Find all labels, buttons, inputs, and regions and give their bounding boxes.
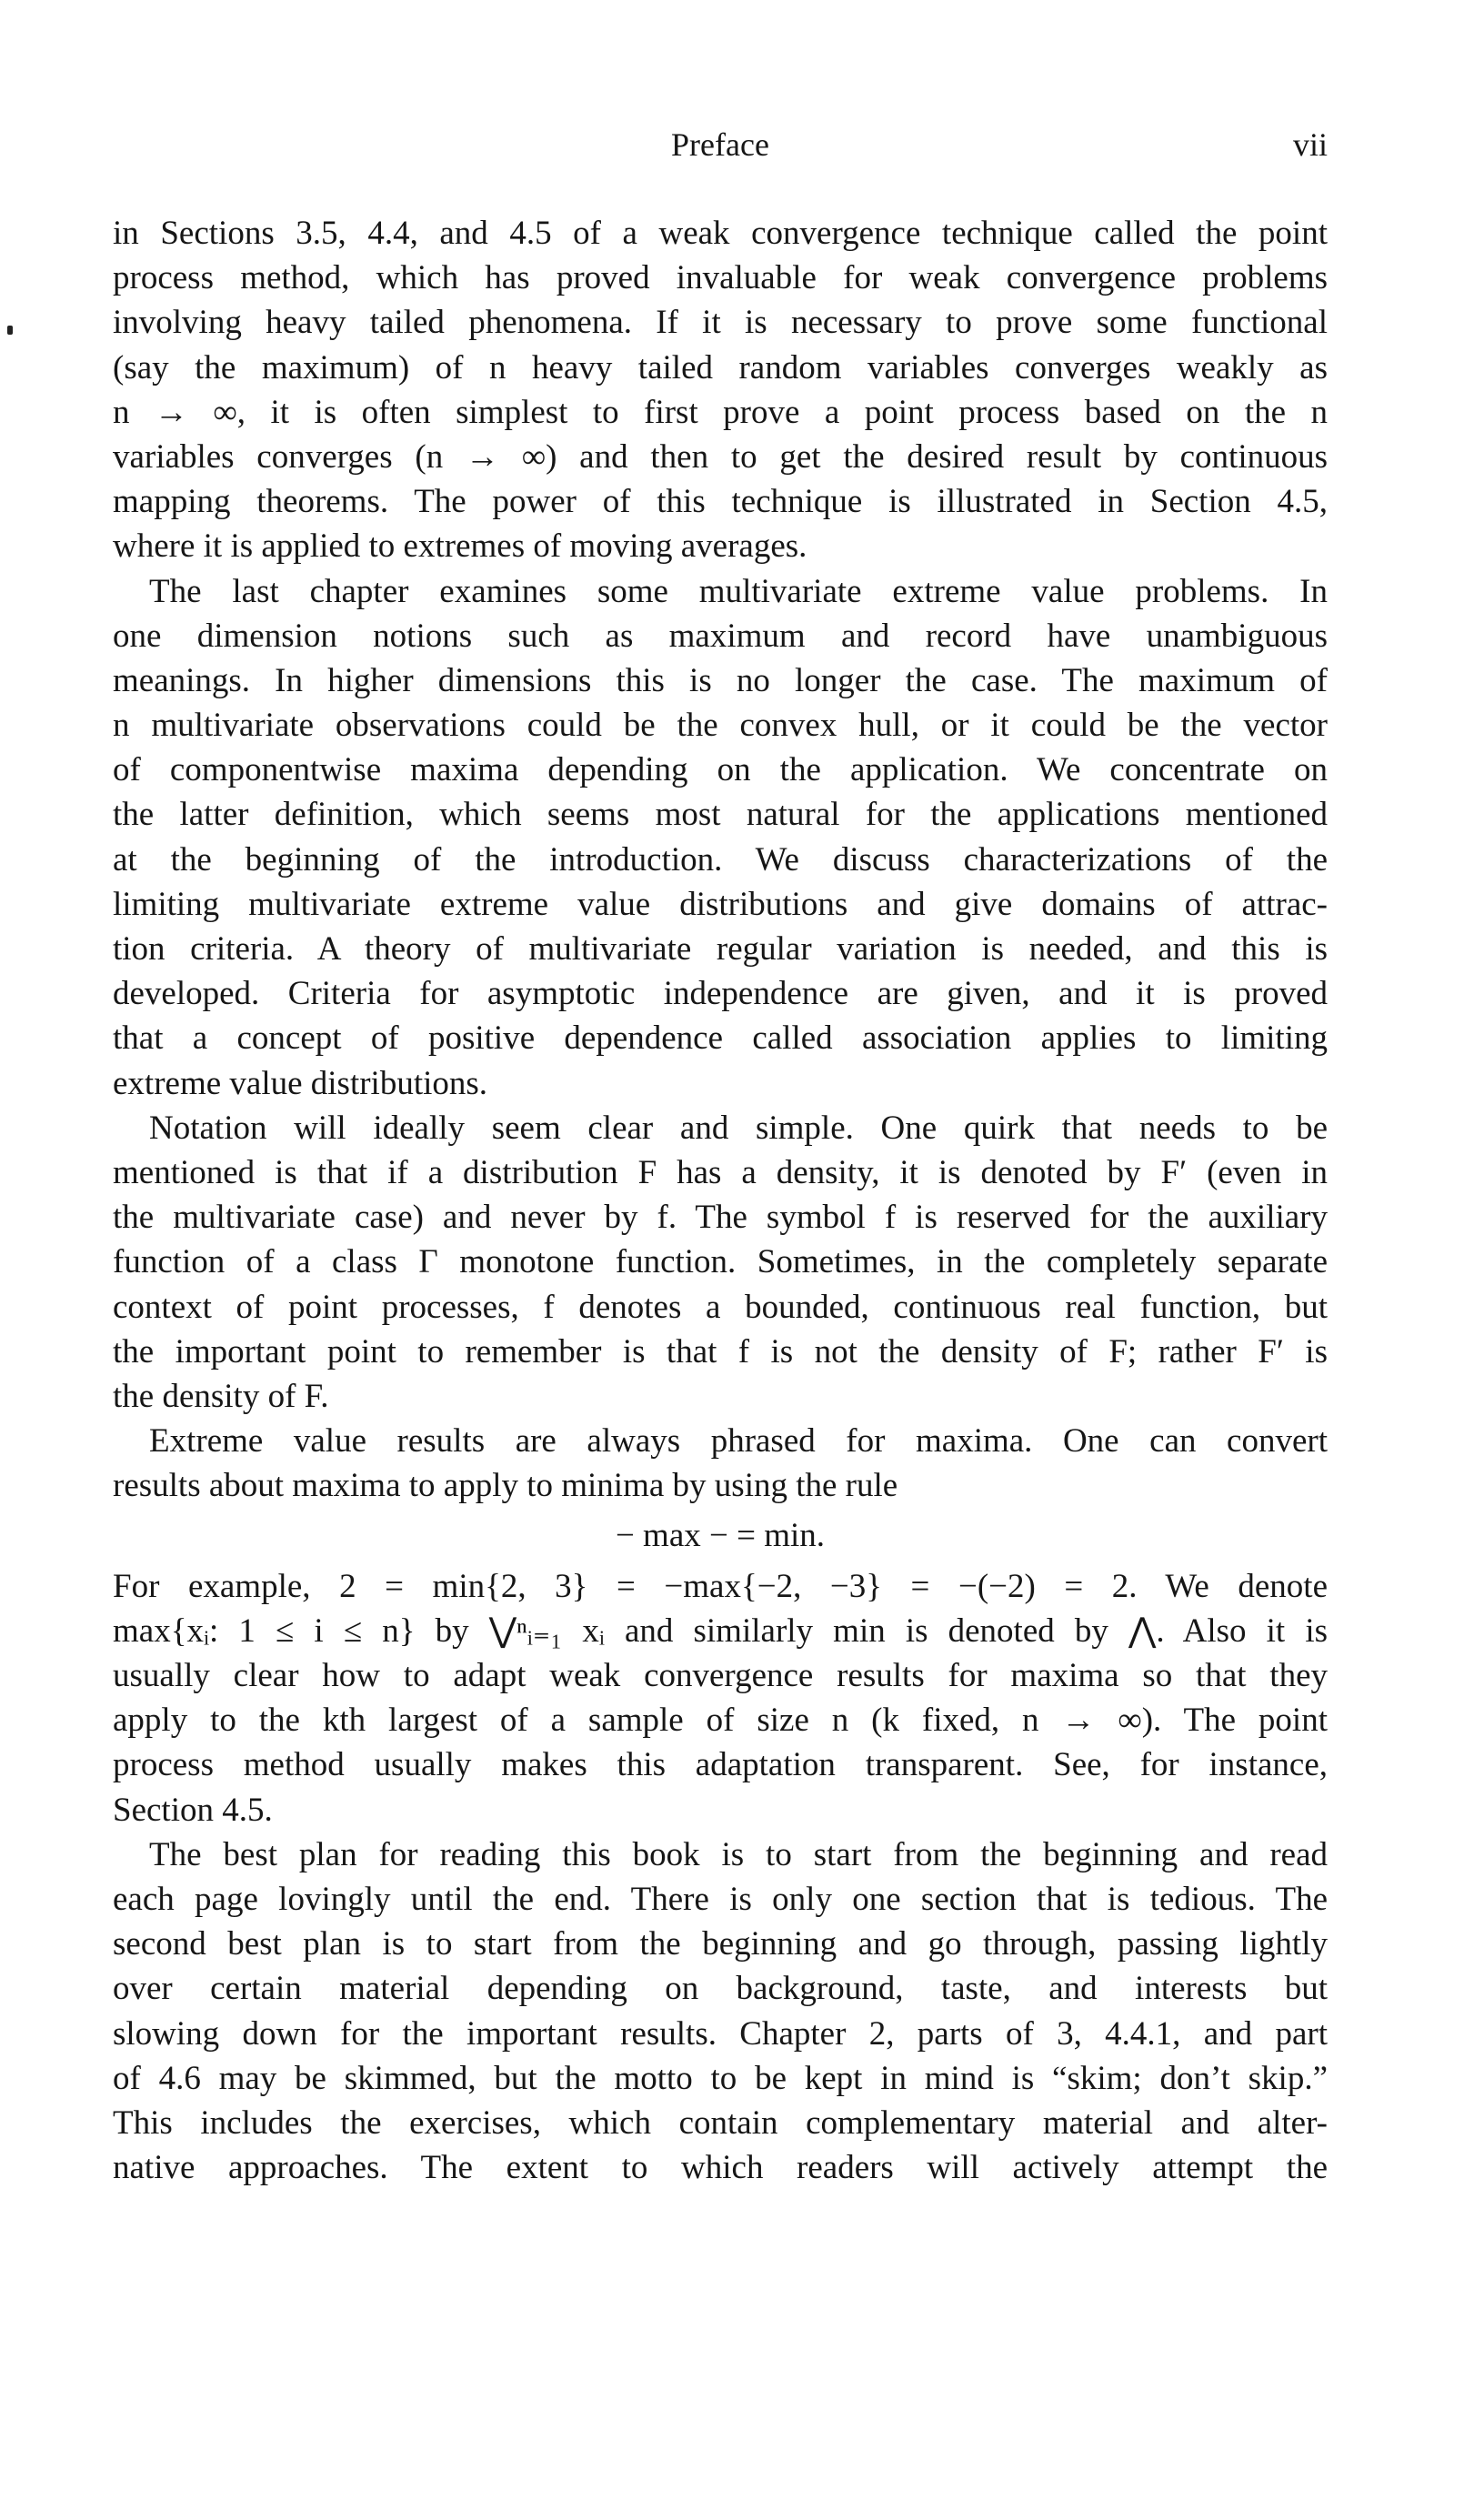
text-line: developed. Criteria for asymptotic independence are given, and it is proved	[113, 975, 1328, 1013]
text-line: Section 4.5.	[113, 1791, 273, 1829]
text-line: limiting multivariate extreme value distributions and give domains of attrac-	[113, 885, 1328, 923]
text-line: each page lovingly until the end. There is only one section that is tedious. The	[113, 1880, 1328, 1918]
preface-body	[113, 211, 1328, 2190]
text-line: The last chapter examines some multivariate extreme value problems. In	[149, 572, 1328, 610]
text-line: of componentwise maxima depending on the application. We concentrate on	[113, 751, 1328, 789]
text-line: n → ∞, it is often simplest to first prove a point process based on the n	[113, 393, 1328, 431]
text-line: in Sections 3.5, 4.4, and 4.5 of a weak convergence technique called the point	[113, 215, 1328, 252]
text-line: n multivariate observations could be the convex hull, or it could be the vector	[113, 707, 1328, 745]
text-line: function of a class Γ monotone function. Sometimes, in the completely separate	[113, 1243, 1328, 1281]
running-header	[113, 126, 1328, 171]
page-number: vii	[1292, 126, 1328, 163]
text-line: extreme value distributions.	[113, 1064, 488, 1102]
text-line: mentioned is that if a distribution F has a density, it is denoted by F′ (even in	[113, 1153, 1328, 1191]
text-line: Extreme value results are always phrased for maxima. One can convert	[149, 1422, 1328, 1461]
text-line: variables converges (n → ∞) and then to get the desired result by continuous	[113, 437, 1328, 476]
text-line: tion criteria. A theory of multivariate regular variation is needed, and this is	[113, 930, 1328, 968]
text-line: context of point processes, f denotes a bounded, continuous real function, but	[113, 1288, 1328, 1326]
text-line: The best plan for reading this book is to start from the beginning and read	[149, 1835, 1328, 1873]
text-line: apply to the kth largest of a sample of size n (k fixed, n → ∞). The point	[113, 1702, 1328, 1740]
text-line: mapping theorems. The power of this technique is illustrated in Section 4.5,	[113, 483, 1328, 521]
text-line: that a concept of positive dependence called association applies to limiting	[113, 1019, 1328, 1058]
text-line: process method usually makes this adaptation transparent. See, for instance,	[113, 1746, 1328, 1784]
text-line: native approaches. The extent to which readers will actively attempt the	[113, 2149, 1328, 2187]
text-line: usually clear how to adapt weak convergence results for maxima so that they	[113, 1657, 1328, 1694]
text-line: second best plan is to start from the beginning and go through, passing lightly	[113, 1925, 1328, 1963]
text-line: results about maxima to apply to minima by using the rule	[113, 1467, 898, 1505]
text-line: This includes the exercises, which contain complementary material and alter-	[113, 2103, 1328, 2142]
text-line: over certain material depending on background, taste, and interests but	[113, 1970, 1328, 2008]
text-line: max{xᵢ: 1 ≤ i ≤ n} by ⋁ⁿᵢ₌₁ xᵢ and similarly min is denoted by ⋀. Also it is	[113, 1611, 1328, 1650]
text-line: (say the maximum) of n heavy tailed random variables converges weakly as	[113, 348, 1328, 387]
text-line: the important point to remember is that f is not the density of F; rather F′ is	[113, 1332, 1328, 1370]
text-line: of 4.6 may be skimmed, but the motto to be kept in mind is “skim; don’t skip.”	[113, 2059, 1328, 2097]
text-line: the latter definition, which seems most natural for the applications mentioned	[113, 796, 1328, 834]
text-line: slowing down for the important results. Chapter 2, parts of 3, 4.4.1, and part	[113, 2014, 1328, 2053]
text-line: the density of F.	[113, 1377, 329, 1415]
text-line: For example, 2 = min{2, 3} = −max{−2, −3} = −(−2) = 2. We denote	[113, 1567, 1328, 1605]
display-equation: − max − = min.	[615, 1517, 826, 1555]
text-line: meanings. In higher dimensions this is no longer the case. The maximum of	[113, 661, 1328, 699]
text-line: one dimension notions such as maximum and record have unambiguous	[113, 617, 1328, 655]
chapter-title: Preface	[671, 126, 769, 163]
text-line: at the beginning of the introduction. We discuss characterizations of the	[113, 840, 1328, 878]
text-line: involving heavy tailed phenomena. If it is necessary to prove some functional	[113, 304, 1328, 342]
text-line: the multivariate case) and never by f. The symbol f is reserved for the auxiliary	[113, 1199, 1328, 1237]
text-line: where it is applied to extremes of moving averages.	[113, 527, 807, 566]
margin-speck-mark	[7, 326, 13, 335]
text-line: Notation will ideally seem clear and simple. One quirk that needs to be	[149, 1109, 1328, 1147]
text-line: process method, which has proved invaluable for weak convergence problems	[113, 259, 1328, 297]
